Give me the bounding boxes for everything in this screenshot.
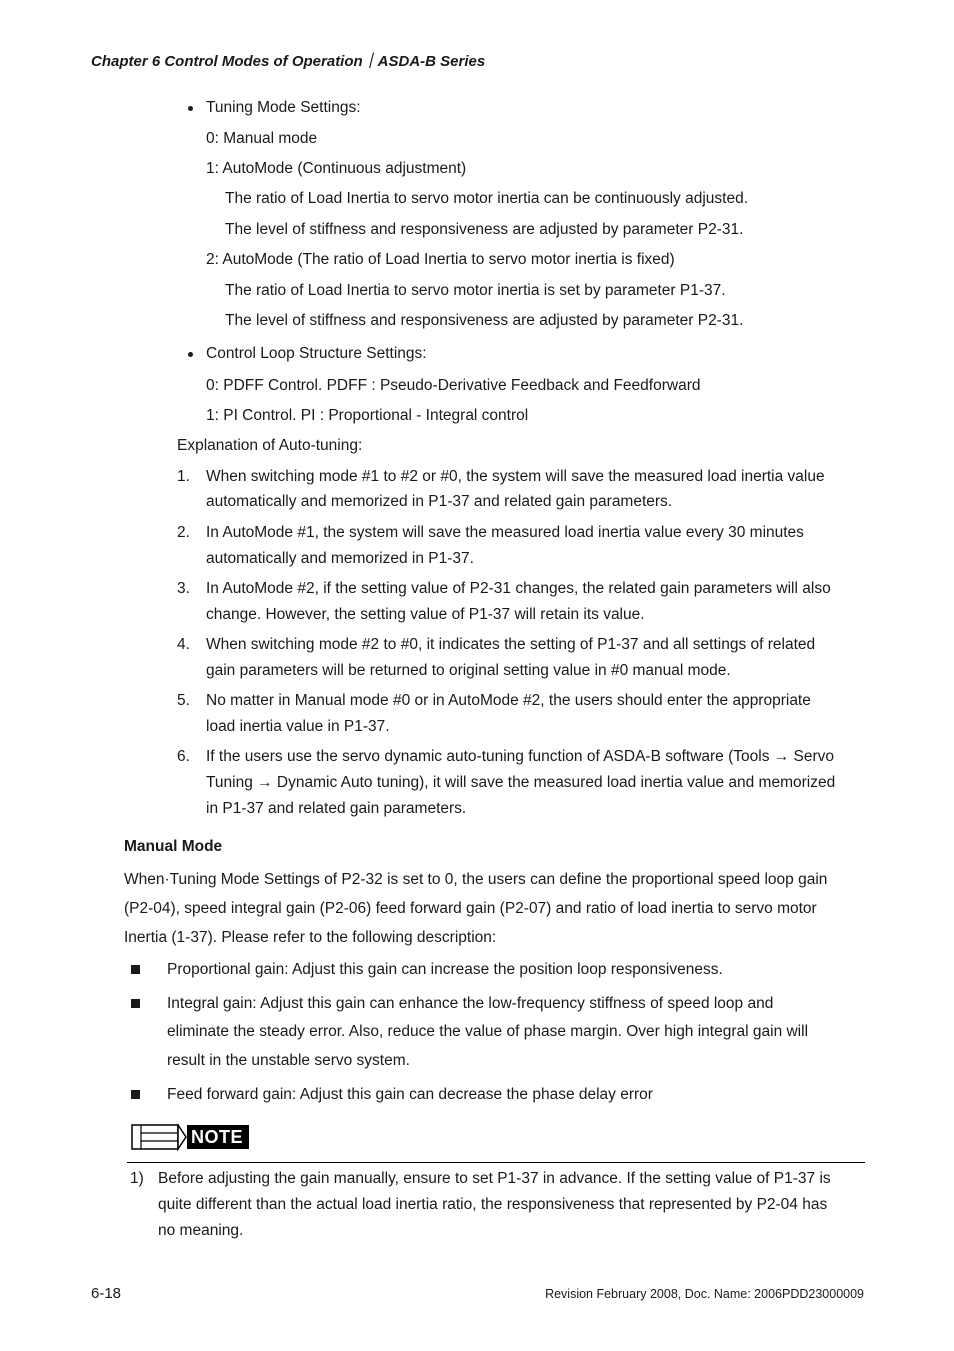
list-number: 5. <box>177 692 190 709</box>
manual-bullet-integral: eliminate the steady error. Also, reduce the value of phase margin. Over high integral gain will <box>167 1023 809 1040</box>
page-number: 6-18 <box>91 1285 122 1302</box>
list-item-line: Tuning → Dynamic Auto tuning), it will save the measured load inertia value and memorized <box>206 774 836 791</box>
list-item-line: load inertia value in P1-37. <box>206 718 390 735</box>
manual-mode-heading: Manual Mode <box>124 838 223 855</box>
list-number: 1. <box>177 468 190 485</box>
loop-option-0: 0: PDFF Control. PDFF : Pseudo-Derivative Feedback and Feedforward <box>206 377 701 394</box>
note-divider <box>127 1162 865 1163</box>
note-line: quite different than the actual load inertia ratio, the responsiveness that represented by P2-04 has <box>158 1196 828 1213</box>
note-label: NOTE <box>191 1127 244 1147</box>
list-item-line: in P1-37 and related gain parameters. <box>206 800 467 817</box>
tuning-mode-2-desc-b: The level of stiffness and responsiveness are adjusted by parameter P2-31. <box>225 312 744 329</box>
list-item-line: No matter in Manual mode #0 or in AutoMode #2, the users should enter the appropriate <box>206 692 811 709</box>
list-item-line: When switching mode #1 to #2 or #0, the system will save the measured load inertia value <box>206 468 825 485</box>
manual-paragraph-line: (P2-04), speed integral gain (P2-06) feed forward gain (P2-07) and ratio of load inertia to servo motor <box>124 900 817 917</box>
list-item-line: When switching mode #2 to #0, it indicates the setting of P1-37 and all settings of related <box>206 636 816 653</box>
manual-bullet-feedforward: Feed forward gain: Adjust this gain can decrease the phase delay error <box>167 1086 653 1103</box>
list-item-line: In AutoMode #1, the system will save the measured load inertia value every 30 minutes <box>206 524 804 541</box>
tuning-mode-2: 2: AutoMode (The ratio of Load Inertia to servo motor inertia is fixed) <box>206 251 675 268</box>
revision-info: Revision February 2008, Doc. Name: 2006PDD23000009 <box>545 1287 864 1301</box>
manual-paragraph-line: When·Tuning Mode Settings of P2-32 is set to 0, the users can define the proportional speed loop gain <box>124 871 828 888</box>
manual-bullet-proportional: Proportional gain: Adjust this gain can increase the position loop responsiveness. <box>167 961 723 978</box>
tuning-mode-1-desc-a: The ratio of Load Inertia to servo motor inertia can be continuously adjusted. <box>225 190 748 207</box>
list-item-line: automatically and memorized in P1-37. <box>206 550 474 567</box>
list-number: 6. <box>177 748 190 765</box>
loop-option-1: 1: PI Control. PI : Proportional - Integral control <box>206 407 529 424</box>
list-number: 3. <box>177 580 190 597</box>
bullet-dot <box>188 352 193 357</box>
list-number: 4. <box>177 636 190 653</box>
list-item-line: If the users use the servo dynamic auto-tuning function of ASDA-B software (Tools → Servo <box>206 748 835 765</box>
tuning-mode-1: 1: AutoMode (Continuous adjustment) <box>206 160 467 177</box>
manual-bullet-integral: result in the unstable servo system. <box>167 1052 410 1069</box>
list-item-line: automatically and memorized in P1-37 and related gain parameters. <box>206 493 673 510</box>
note-number: 1) <box>130 1170 144 1187</box>
square-bullet-icon <box>131 1090 140 1099</box>
tuning-mode-0: 0: Manual mode <box>206 130 318 147</box>
note-line: Before adjusting the gain manually, ensure to set P1-37 in advance. If the setting value of P1-37 is <box>158 1170 831 1187</box>
tuning-mode-1-desc-b: The level of stiffness and responsiveness are adjusted by parameter P2-31. <box>225 221 744 238</box>
bullet-dot <box>188 106 193 111</box>
square-bullet-icon <box>131 965 140 974</box>
list-item-line: change. However, the setting value of P1-37 will retain its value. <box>206 606 645 623</box>
loop-heading: Control Loop Structure Settings: <box>206 345 427 362</box>
manual-bullet-integral: Integral gain: Adjust this gain can enhance the low-frequency stiffness of speed loop and <box>167 995 774 1012</box>
tuning-mode-2-desc-a: The ratio of Load Inertia to servo motor inertia is set by parameter P1-37. <box>225 282 726 299</box>
note-line: no meaning. <box>158 1222 244 1239</box>
manual-paragraph-line: Inertia (1-37). Please refer to the following description: <box>124 929 497 946</box>
chapter-header: Chapter 6 Control Modes of Operation｜ASDA-B Series <box>91 53 486 70</box>
list-item-line: In AutoMode #2, if the setting value of P2-31 changes, the related gain parameters will also <box>206 580 831 597</box>
tuning-heading: Tuning Mode Settings: <box>206 99 361 116</box>
explanation-heading: Explanation of Auto-tuning: <box>177 437 363 454</box>
list-item-line: gain parameters will be returned to original setting value in #0 manual mode. <box>206 662 731 679</box>
list-number: 2. <box>177 524 190 541</box>
note-badge <box>131 1124 251 1152</box>
square-bullet-icon <box>131 999 140 1008</box>
